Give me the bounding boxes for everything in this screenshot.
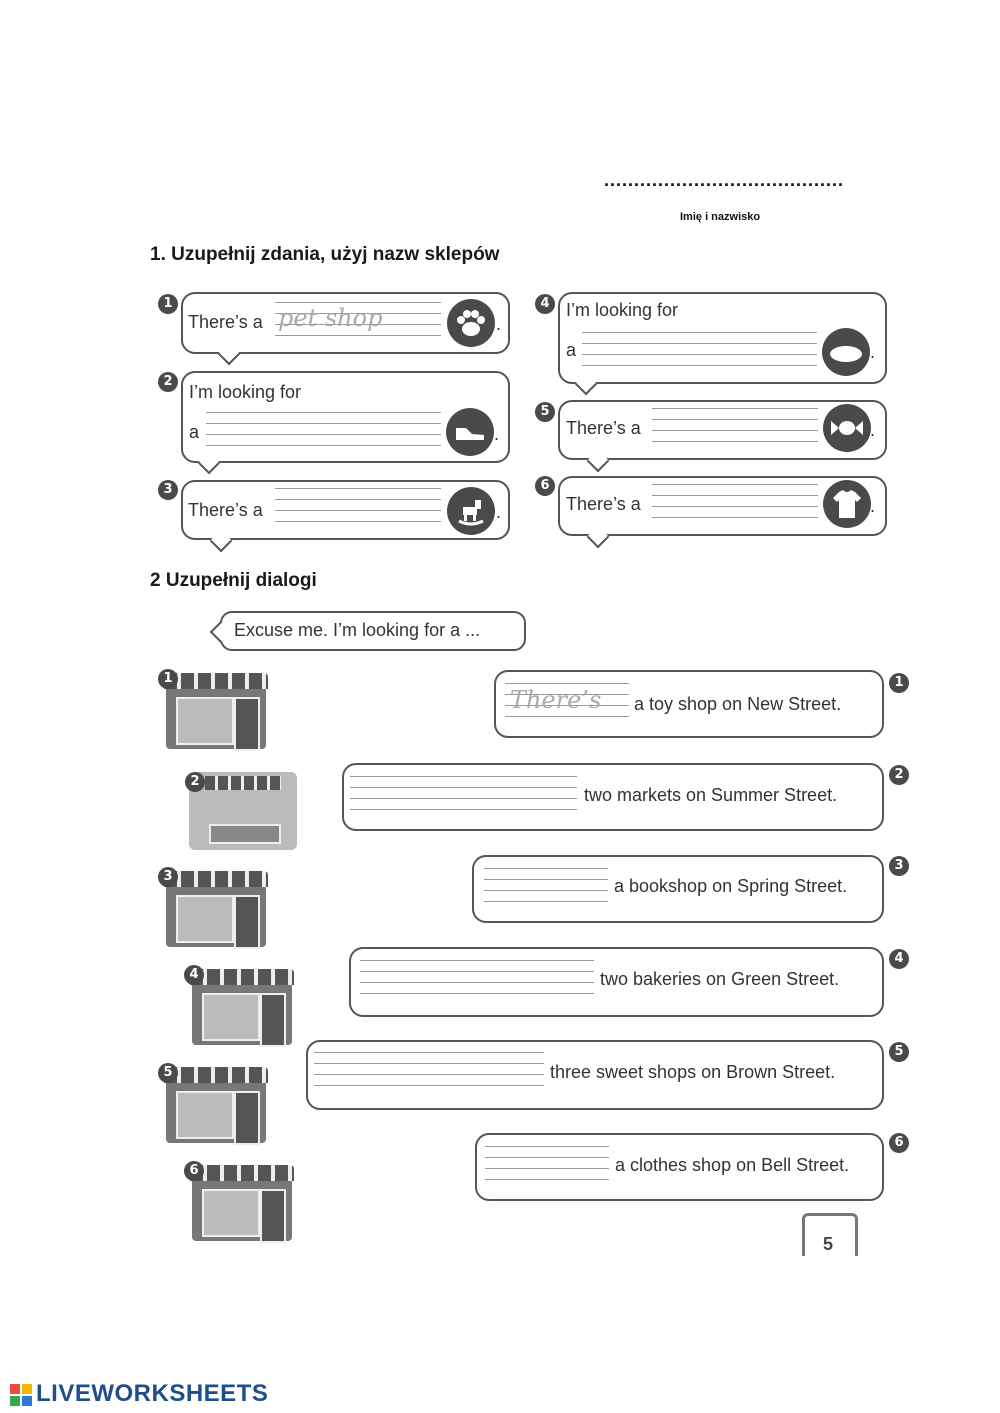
candy-icon	[823, 404, 871, 452]
item-number: 4	[535, 294, 555, 314]
item-text: There’s a	[566, 418, 641, 438]
answer-example: There’s	[510, 686, 602, 714]
item-number: 4	[889, 949, 909, 969]
market-icon: 2	[189, 772, 297, 850]
tshirt-icon	[823, 480, 871, 528]
page-badge: 5	[802, 1213, 858, 1256]
item-number: 1	[158, 294, 178, 314]
item-line2: a	[566, 340, 577, 360]
item-number: 3	[158, 480, 178, 500]
name-label: Imię i nazwisko	[680, 211, 761, 223]
answer-field[interactable]	[652, 484, 818, 528]
exercise2-title: 2 Uzupełnij dialogi	[150, 570, 317, 591]
answer-field[interactable]	[350, 776, 577, 820]
bread-icon	[822, 328, 870, 376]
item-number: 2	[158, 372, 178, 392]
name-dotted-line[interactable]: ........................................	[604, 170, 845, 190]
footer-brand[interactable]: LIVEWORKSHEETS	[36, 1380, 269, 1407]
rocking-horse-icon	[447, 487, 495, 535]
answer-example: pet shop	[278, 304, 383, 332]
item-number: 6	[889, 1133, 909, 1153]
item-line1: I’m looking for	[189, 382, 302, 402]
toy-shop-icon: 1	[164, 673, 268, 751]
item-text: a toy shop on New Street.	[634, 694, 842, 714]
item-text: two markets on Summer Street.	[584, 785, 838, 805]
bookshop-icon: 3	[164, 871, 268, 949]
answer-field[interactable]	[485, 1146, 609, 1190]
sweet-shop-icon: 5	[164, 1067, 268, 1145]
liveworksheets-logo-icon	[10, 1384, 32, 1406]
answer-field[interactable]	[360, 960, 594, 1004]
item-line2: a	[189, 422, 200, 442]
shoe-icon	[446, 408, 494, 456]
answer-field[interactable]	[484, 868, 608, 912]
prompt-text: Excuse me. I’m looking for a ...	[234, 620, 481, 640]
answer-field[interactable]	[582, 332, 817, 376]
item-text: two bakeries on Green Street.	[600, 969, 840, 989]
item-text: a bookshop on Spring Street.	[614, 876, 848, 896]
paw-icon	[447, 299, 495, 347]
clothes-shop-icon: 6	[190, 1165, 294, 1243]
answer-field[interactable]	[314, 1052, 544, 1096]
item-number: 2	[889, 765, 909, 785]
item-text: There’s a	[188, 312, 263, 332]
item-line1: I’m looking for	[566, 300, 679, 320]
item-number: 5	[889, 1042, 909, 1062]
item-number: 1	[889, 673, 909, 693]
answer-field[interactable]	[652, 408, 818, 452]
bakery-icon: 4	[190, 969, 294, 1047]
item-number: 5	[535, 402, 555, 422]
item-text: a clothes shop on Bell Street.	[615, 1155, 850, 1175]
item-text: There’s a	[566, 494, 641, 514]
answer-field[interactable]	[275, 488, 441, 532]
item-number: 3	[889, 856, 909, 876]
exercise1-title: 1. Uzupełnij zdania, użyj nazw sklepów	[150, 244, 500, 265]
item-text: three sweet shops on Brown Street.	[550, 1062, 836, 1082]
item-text: There’s a	[188, 500, 263, 520]
item-number: 6	[535, 476, 555, 496]
answer-field[interactable]	[206, 412, 441, 456]
